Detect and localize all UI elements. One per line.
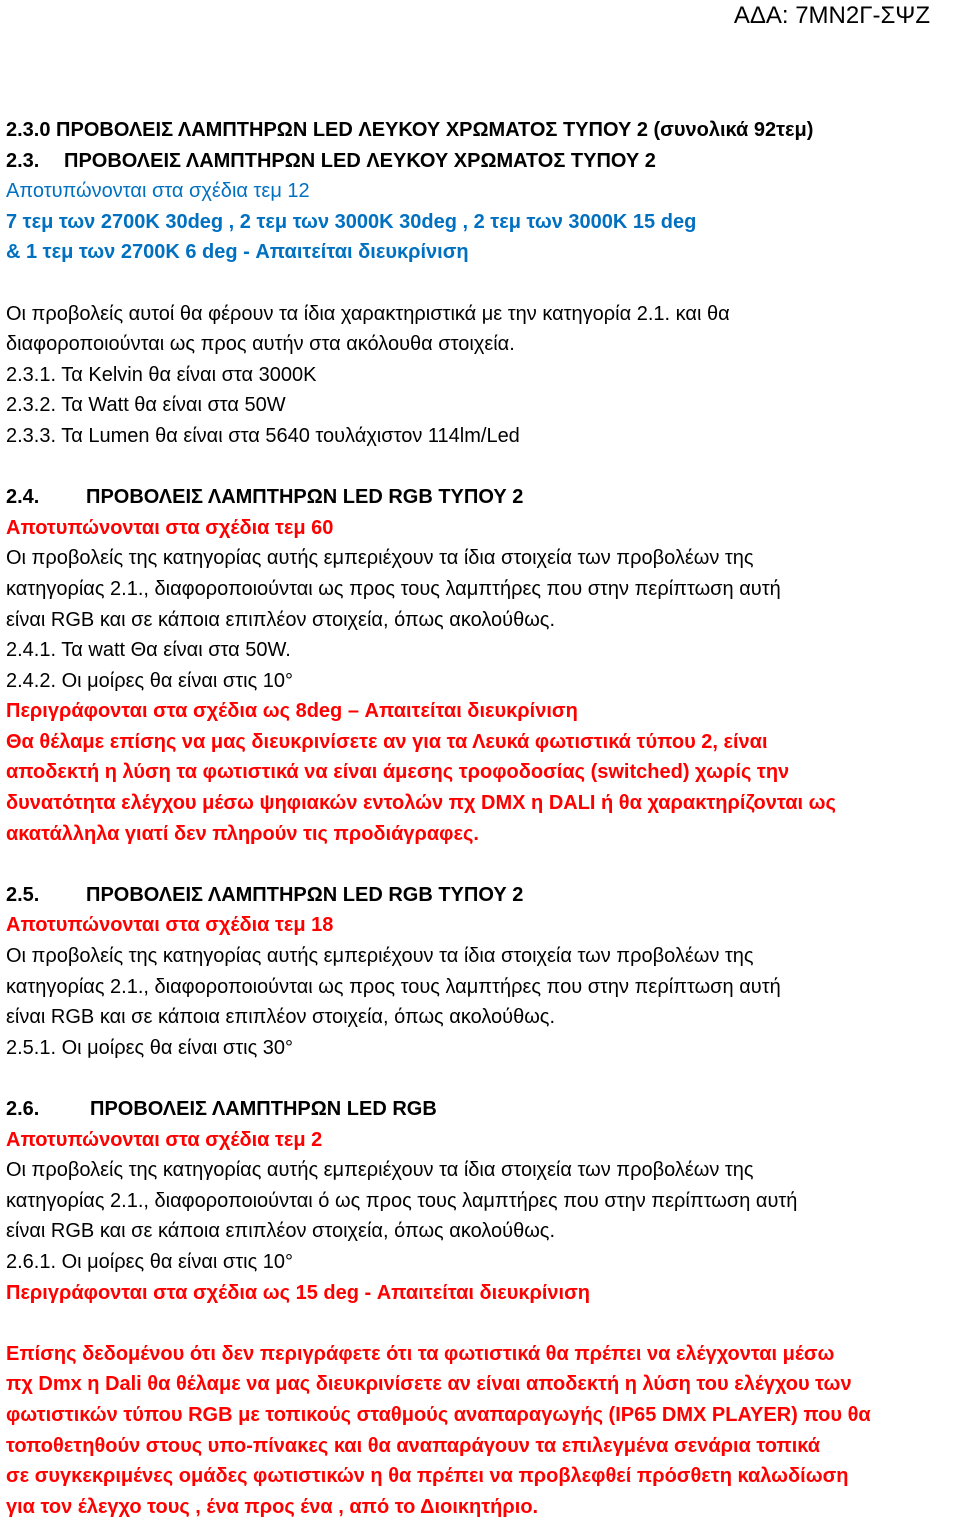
closing-line-1: Επίσης δεδομένου ότι δεν περιγράφετε ότι τα φωτιστικά θα πρέπει να ελέγχονται μέσω [6,1342,835,1365]
spacer [6,1308,956,1339]
spacer [6,1063,956,1094]
section-2-6-body-2: κατηγορίας 2.1., διαφοροποιούνται ό ως προς τους λαμπτήρες που στην περίπτωση αυτή [6,1189,798,1212]
section-2-4-question-3: δυνατότητα ελέγχου μέσω ψηφιακών εντολών πχ DMX η DALI ή θα χαρακτηρίζονται ως [6,792,836,815]
section-2-5-title: ΠΡΟΒΟΛΕΙΣ ΛΑΜΠΤΗΡΩΝ LED RGB ΤΥΠΟΥ 2 [86,883,524,906]
section-2-6-drawn-count: Αποτυπώνονται στα σχέδια τεμ 2 [6,1128,323,1151]
section-2-3-body-1: Οι προβολείς αυτοί θα φέρουν τα ίδια χαρακτηριστικά με την κατηγορία 2.1. και θα [6,302,730,325]
section-2-4-body-3: είναι RGB και σε κάποια επιπλέον στοιχεία, όπως ακολούθως. [6,608,556,631]
section-2-5-body-1: Οι προβολείς της κατηγορίας αυτής εμπεριέχουν τα ίδια στοιχεία των προβολέων της [6,945,754,968]
closing-line-2: πχ Dmx η Dali θα θέλαμε να μας διευκρινίσετε αν είναι αποδεκτή η λύση του ελέγχου των [6,1373,852,1396]
closing-line-4: τοποθετηθούν στους υπο-πίνακες και θα αναπαράγουν τα επιλεγμένα σενάρια τοπικά [6,1434,821,1457]
section-2-3-detail-2: & 1 τεμ των 2700Κ 6 deg - Απαιτείται διευκρίνιση [6,241,469,264]
spacer [6,268,956,299]
section-2-5-drawn-count: Αποτυπώνονται στα σχέδια τεμ 18 [6,914,334,937]
section-2-3-item-1: 2.3.1. Τα Kelvin θα είναι στα 3000Κ [6,363,317,386]
section-2-5-number: 2.5. [6,883,40,906]
section-2-3-body-2: διαφοροποιούνται ως προς αυτήν στα ακόλουθα στοιχεία. [6,333,515,356]
document-body [6,115,956,1522]
spacer [6,849,956,880]
closing-line-5: σε συγκεκριμένες ομάδες φωτιστικών η θα πρέπει να προβλεφθεί πρόσθετη καλωδίωση [6,1465,849,1488]
section-2-3-number: 2.3. [6,149,40,172]
section-2-3-heading [6,146,956,177]
section-2-5-heading [6,880,956,911]
section-2-6-note: Περιγράφονται στα σχέδια ως 15 deg - Απαιτείται διευκρίνιση [6,1281,591,1304]
section-2-4-title: ΠΡΟΒΟΛΕΙΣ ΛΑΜΠΤΗΡΩΝ LED RGB ΤΥΠΟΥ 2 [86,486,524,509]
section-2-5-item-1: 2.5.1. Οι μοίρες θα είναι στις 30° [6,1036,294,1059]
section-2-6-item-1: 2.6.1. Οι μοίρες θα είναι στις 10° [6,1250,294,1273]
section-2-6-title: ΠΡΟΒΟΛΕΙΣ ΛΑΜΠΤΗΡΩΝ LED RGB [90,1098,437,1120]
section-2-5-body-3: είναι RGB και σε κάποια επιπλέον στοιχεία, όπως ακολούθως. [6,1006,556,1029]
section-2-3-drawn-count: Αποτυπώνονται στα σχέδια τεμ 12 [6,180,310,203]
section-2-4-question-2: αποδεκτή η λύση τα φωτιστικά να είναι άμεσης τροφοδοσίας (switched) χωρίς την [6,761,790,784]
section-2-4-item-1: 2.4.1. Τα watt Θα είναι στα 50W. [6,639,291,662]
section-2-4-drawn-count: Αποτυπώνονται στα σχέδια τεμ 60 [6,516,334,539]
section-2-6-number: 2.6. [6,1098,40,1120]
section-2-4-body-1: Οι προβολείς της κατηγορίας αυτής εμπεριέχουν τα ίδια στοιχεία των προβολέων της [6,547,754,570]
section-2-4-note: Περιγράφονται στα σχέδια ως 8deg – Απαιτείται διευκρίνιση [6,700,578,723]
section-2-4-item-2: 2.4.2. Οι μοίρες θα είναι στις 10° [6,669,294,692]
section-2-3-item-3: 2.3.3. Τα Lumen θα είναι στα 5640 τουλάχιστον 114lm/Led [6,424,520,447]
section-2-4-question-4: ακατάλληλα γιατί δεν πληρούν τις προδιάγραφες. [6,822,479,845]
section-2-3-title: ΠΡΟΒΟΛΕΙΣ ΛΑΜΠΤΗΡΩΝ LED ΛΕΥΚΟΥ ΧΡΩΜΑΤΟΣ ΤΥΠΟΥ 2 [64,149,656,172]
section-2-5-body-2: κατηγορίας 2.1., διαφοροποιούνται ως προς τους λαμπτήρες που στην περίπτωση αυτή [6,975,781,998]
section-2-6-body-3: είναι RGB και σε κάποια επιπλέον στοιχεία, όπως ακολούθως. [6,1220,556,1243]
ada-code: ΑΔΑ: 7ΜΝ2Γ-ΣΨΖ [733,2,930,29]
section-2-4-body-2: κατηγορίας 2.1., διαφοροποιούνται ως προς τους λαμπτήρες που στην περίπτωση αυτή [6,577,781,600]
section-2-4-heading [6,482,956,513]
spacer [6,452,956,483]
section-2-4-number: 2.4. [6,486,40,509]
section-2-4-question-1: Θα θέλαμε επίσης να μας διευκρινίσετε αν για τα Λευκά φωτιστικά τύπου 2, είναι [6,730,768,753]
section-2-6-heading [6,1094,956,1125]
section-2-3-0-title: 2.3.0 ΠΡΟΒΟΛΕΙΣ ΛΑΜΠΤΗΡΩΝ LED ΛΕΥΚΟΥ ΧΡΩΜΑΤΟΣ ΤΥΠΟΥ 2 (συνολικά 92τεμ) [6,119,814,141]
closing-line-3: φωτιστικών τύπου RGB με τοπικούς σταθμούς αναπαραγωγής (IP65 DMX PLAYER) που θα [6,1403,871,1426]
section-2-3-item-2: 2.3.2. Τα Watt θα είναι στα 50W [6,394,286,417]
section-2-6-body-1: Οι προβολείς της κατηγορίας αυτής εμπεριέχουν τα ίδια στοιχεία των προβολέων της [6,1159,754,1182]
section-2-3-detail-1: 7 τεμ των 2700Κ 30deg , 2 τεμ των 3000Κ 30deg , 2 τεμ των 3000Κ 15 deg [6,210,697,233]
closing-line-6: για τον έλεγχο τους , ένα προς ένα , από το Διοικητήριο. [6,1495,539,1518]
